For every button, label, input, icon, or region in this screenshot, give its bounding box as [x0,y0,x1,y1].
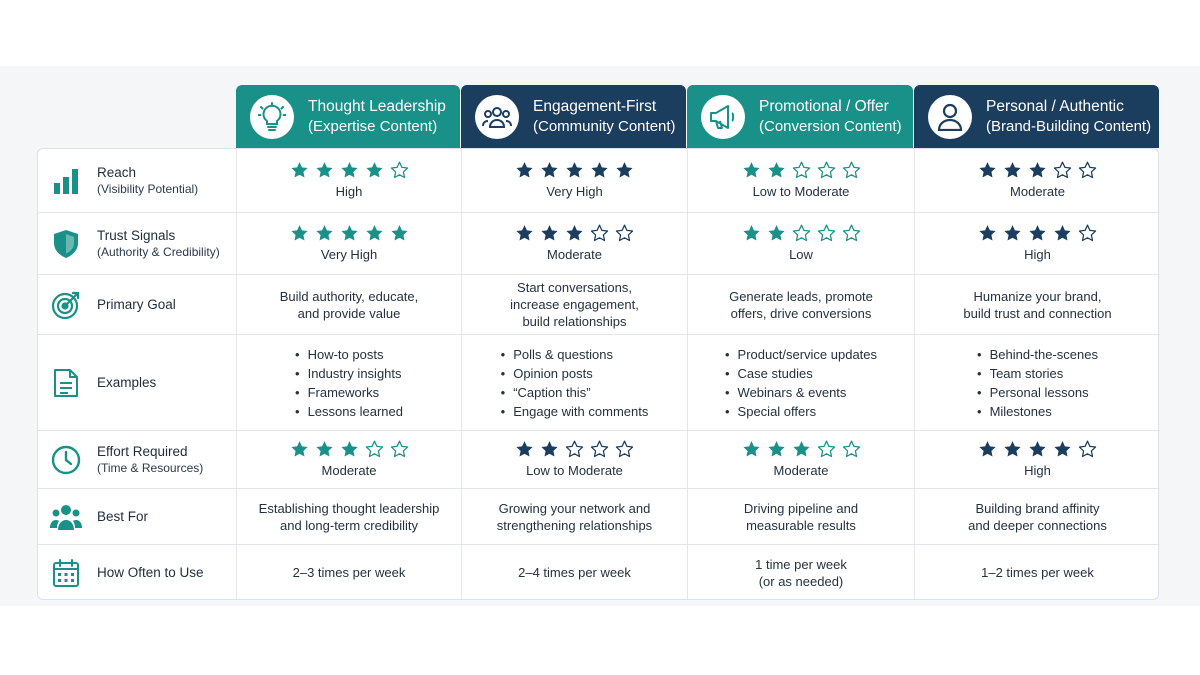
cell-text [981,564,1094,581]
cell-line: increase engagement, [510,297,639,312]
star-filled-icon [1003,440,1022,458]
star-filled-icon [742,161,761,179]
list-item: • Product/service updates [725,345,877,364]
rating-text: Low to Moderate [526,463,623,478]
star-empty-icon [365,440,384,458]
star-empty-icon [1053,161,1072,179]
table-cell [237,213,462,274]
cell-line: Generate leads, promote [729,288,873,304]
table-cell [237,545,462,600]
rating-text: Low to Moderate [752,184,850,199]
star-empty-icon [842,161,861,179]
cell-line: Start conversations, [517,280,632,295]
star-filled-icon [767,224,786,242]
column-header-3 [687,85,913,148]
table-cell [688,213,915,274]
cell-text [280,288,419,322]
document-icon [50,367,82,399]
row-title: How Often to Use [97,565,204,580]
table-cell [237,431,462,488]
clock-icon [50,444,82,476]
star-filled-icon [1003,224,1022,242]
table-row [38,274,1160,334]
list-item: • Milestones [977,402,1098,421]
star-filled-icon [615,161,634,179]
rating-text: Very High [320,247,378,262]
cell-line: 2–3 times per week [292,565,406,580]
row-label [38,275,237,334]
star-empty-icon [590,440,609,458]
table-row [38,334,1160,430]
example-list [977,345,1098,421]
cell-text [510,279,639,330]
table-row [38,149,1160,212]
shield-icon [50,228,82,260]
row-label [38,213,237,274]
table-cell [462,431,688,488]
lightbulb-icon [250,95,294,139]
star-filled-icon [978,161,997,179]
star-rating [978,161,1097,179]
table-row [38,544,1160,600]
star-filled-icon [590,161,609,179]
star-filled-icon [1028,224,1047,242]
table-cell [688,149,915,212]
star-filled-icon [515,440,534,458]
star-filled-icon [515,224,534,242]
row-sublabel: (Time & Resources) [97,460,204,475]
star-filled-icon [565,224,584,242]
list-item: • Special offers [725,402,877,421]
star-filled-icon [515,161,534,179]
column-subtitle: (Conversion Content) [759,117,902,135]
table-cell [915,431,1160,488]
rating-text: Moderate [1010,184,1065,199]
table-row [38,488,1160,544]
cell-line: 1 time per week [755,556,847,572]
cell-text [293,564,406,581]
list-item: • Personal lessons [977,383,1098,402]
rating-text: Moderate [547,247,602,262]
row-title: Examples [97,375,157,390]
star-filled-icon [978,224,997,242]
star-rating [978,440,1097,458]
star-rating [290,224,409,242]
star-empty-icon [1078,440,1097,458]
column-subtitle: (Community Content) [533,117,676,135]
star-empty-icon [390,440,409,458]
row-label [38,335,237,430]
row-title: Effort Required [97,443,188,459]
column-subtitle: (Brand-Building Content) [986,117,1152,135]
list-item: • How-to posts [295,345,403,364]
star-empty-icon [390,161,409,179]
star-rating [742,224,861,242]
cell-text [755,556,847,590]
table-cell [915,489,1160,544]
table-cell [462,275,688,334]
table-cell [462,335,688,430]
cell-line: 2–4 times per week [518,565,631,580]
table-body [37,148,1159,600]
star-filled-icon [565,161,584,179]
list-item: • Engage with comments [501,402,649,421]
table-row [38,212,1160,274]
star-filled-icon [1053,440,1072,458]
list-item: • Case studies [725,364,877,383]
list-item: • Team stories [977,364,1098,383]
cell-text [497,500,652,534]
star-filled-icon [1003,161,1022,179]
star-filled-icon [290,224,309,242]
example-list [295,345,403,421]
list-item: • Lessons learned [295,402,403,421]
table-cell [237,275,462,334]
table-row [38,430,1160,488]
cell-line: and provide value [297,305,401,321]
table-cell [915,275,1160,334]
table-cell [915,149,1160,212]
star-empty-icon [817,440,836,458]
star-filled-icon [540,161,559,179]
table-cell [915,213,1160,274]
star-rating [515,440,634,458]
cell-line: offers, drive conversions [730,305,872,321]
star-filled-icon [978,440,997,458]
star-rating [290,440,409,458]
megaphone-icon [701,95,745,139]
star-filled-icon [315,161,334,179]
column-header-4 [914,85,1159,148]
row-label [38,431,237,488]
row-title: Primary Goal [97,297,176,312]
star-empty-icon [1078,161,1097,179]
star-empty-icon [842,224,861,242]
row-label [38,149,237,212]
star-filled-icon [390,224,409,242]
cell-line: and deeper connections [968,517,1107,533]
table-cell [688,275,915,334]
cell-text [963,288,1111,322]
star-empty-icon [817,161,836,179]
cell-line: and long-term credibility [279,517,418,533]
example-list [725,345,877,421]
star-filled-icon [767,440,786,458]
cell-line: 1–2 times per week [981,565,1094,580]
star-filled-icon [1028,161,1047,179]
cell-text [968,500,1107,534]
column-header-1 [236,85,460,148]
star-filled-icon [290,440,309,458]
star-filled-icon [365,224,384,242]
rating-text: High [1024,463,1051,478]
star-rating [515,224,634,242]
row-title: Reach [97,164,137,180]
table-cell [688,335,915,430]
list-item: • Webinars & events [725,383,877,402]
star-filled-icon [742,440,761,458]
star-empty-icon [792,161,811,179]
column-header-2 [461,85,686,148]
table-cell [237,489,462,544]
cell-text [744,500,858,534]
rating-text: Low [789,247,813,262]
cell-line: Building brand affinity [975,500,1100,516]
rating-text: Moderate [321,463,377,478]
table-cell [237,149,462,212]
column-subtitle: (Expertise Content) [308,117,438,135]
star-filled-icon [792,440,811,458]
star-filled-icon [540,224,559,242]
row-sublabel: (Authority & Credibility) [97,244,220,259]
calendar-icon [50,557,82,589]
table-cell [915,545,1160,600]
cell-line: (or as needed) [758,573,844,589]
cell-line: Build authority, educate, [279,288,419,304]
example-list [501,345,649,421]
list-item: • Industry insights [295,364,403,383]
cell-line: strengthening relationships [496,517,653,533]
table-cell [237,335,462,430]
star-empty-icon [615,224,634,242]
table-cell [462,489,688,544]
star-empty-icon [615,440,634,458]
cell-text [259,500,440,534]
row-label [38,489,237,544]
cell-line: Growing your network and [498,500,651,516]
list-item: • Behind-the-scenes [977,345,1098,364]
list-item: • Opinion posts [501,364,649,383]
star-empty-icon [1078,224,1097,242]
star-rating [742,440,861,458]
row-sublabel: (Visibility Potential) [97,181,199,196]
cell-line: Establishing thought leadership [258,500,440,516]
star-filled-icon [1028,440,1047,458]
cell-line: build trust and connection [963,305,1112,321]
star-filled-icon [742,224,761,242]
row-title: Trust Signals [97,227,176,243]
cell-line: Humanize your brand, [973,288,1102,304]
cell-text [729,288,873,322]
rating-text: Very High [546,184,603,199]
rating-text: High [335,184,363,199]
cell-line: Driving pipeline and [743,500,859,516]
table-cell [462,213,688,274]
cell-line: build relationships [522,314,627,329]
row-title: Best For [97,509,149,524]
star-filled-icon [767,161,786,179]
content-strategy-table [37,85,1159,600]
cell-text [518,564,631,581]
star-rating [290,161,409,179]
table-cell [915,335,1160,430]
row-label [38,545,237,600]
table-cell [688,431,915,488]
star-filled-icon [340,440,359,458]
star-rating [978,224,1097,242]
column-title: Thought Leadership [308,97,446,115]
star-filled-icon [1053,224,1072,242]
table-cell [688,489,915,544]
star-filled-icon [540,440,559,458]
target-icon [50,289,82,321]
star-empty-icon [817,224,836,242]
cell-line: measurable results [746,517,856,533]
column-title: Engagement-First [533,97,657,115]
table-cell [462,545,688,600]
star-filled-icon [290,161,309,179]
table-cell [688,545,915,600]
rating-text: High [1024,247,1051,262]
star-filled-icon [365,161,384,179]
list-item: • “Caption this” [501,383,649,402]
star-filled-icon [340,161,359,179]
rating-text: Moderate [773,463,829,478]
star-rating [515,161,634,179]
bar-chart-icon [50,165,82,197]
list-item: • Polls & questions [501,345,649,364]
community-icon [475,95,519,139]
star-rating [742,161,861,179]
star-empty-icon [842,440,861,458]
star-empty-icon [590,224,609,242]
table-cell [462,149,688,212]
star-filled-icon [340,224,359,242]
group-icon [50,501,82,533]
star-filled-icon [315,224,334,242]
star-filled-icon [315,440,334,458]
star-empty-icon [565,440,584,458]
list-item: • Frameworks [295,383,403,402]
person-icon [928,95,972,139]
star-empty-icon [792,224,811,242]
column-title: Promotional / Offer [759,97,889,115]
column-title: Personal / Authentic [986,97,1124,115]
